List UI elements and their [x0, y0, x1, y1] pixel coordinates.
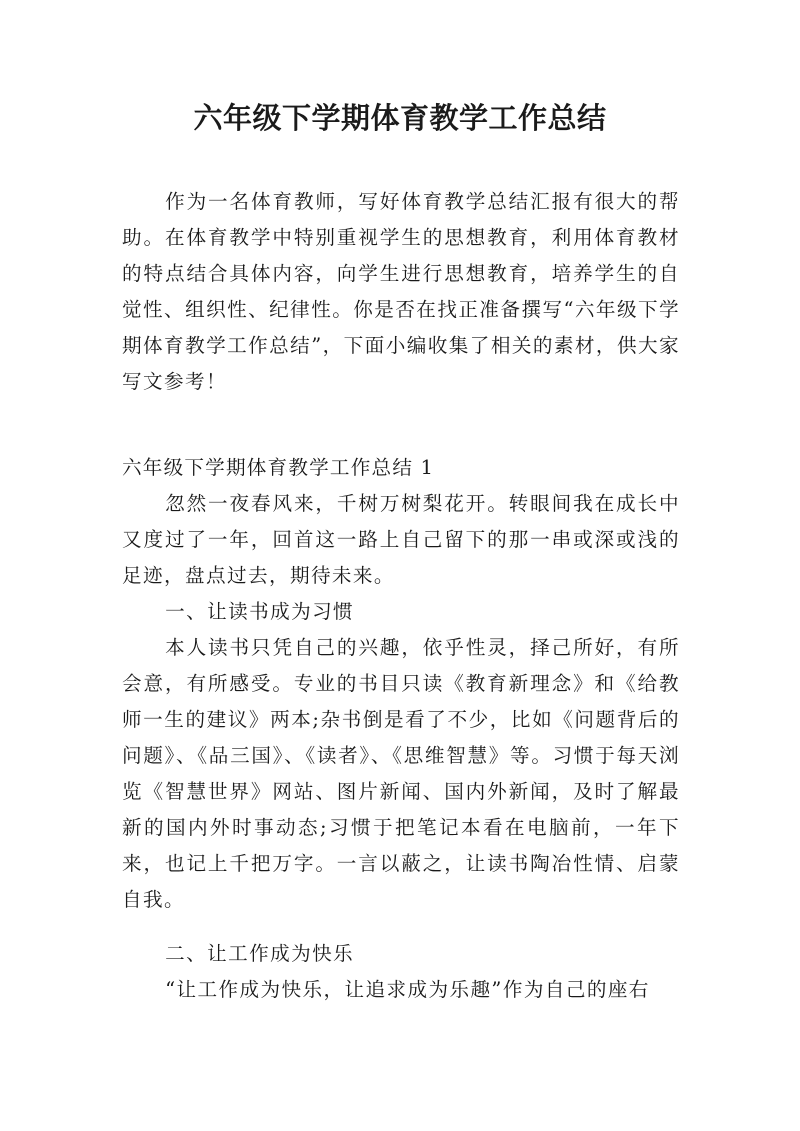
- heading-1: 一、让读书成为习惯: [165, 600, 355, 623]
- document-title: 六年级下学期体育教学工作总结: [193, 101, 607, 135]
- intro-paragraph: 作为一名体育教师，写好体育教学总结汇报有很大的帮助。在体育教学中特别重视学生的思想教育，利用体育教材的特点结合具体内容，向学生进行思想教育，培养学生的自觉性、组织性、纪律性。你是否在找正准备撰写“六年级下学期体育教学工作总结”，下面小编收集了相关的素材，供大家写文参考！: [122, 190, 680, 393]
- section-title: 六年级下学期体育教学工作总结 1: [122, 456, 435, 479]
- paragraph-2: 本人读书只凭自己的兴趣，依乎性灵，择己所好，有所会意，有所感受。专业的书目只读《教育新理念》和《给教师一生的建议》两本;杂书倒是看了不少，比如《问题背后的问题》、《品三国》、《读者》、《思维智慧》等。习惯于每天浏览《智慧世界》网站、图片新闻、国内外新闻，及时了解最新的国内外时事动态;习惯于把笔记本看在电脑前，一年下来，也记上千把万字。一言以蔽之，让读书陶冶性情、启蒙自我。: [122, 636, 680, 911]
- paragraph-3: “让工作成为快乐，让追求成为乐趣”作为自己的座右: [165, 978, 650, 1001]
- paragraph-1: 忽然一夜春风来，千树万树梨花开。转眼间我在成长中又度过了一年，回首这一路上自己留下的那一串或深或浅的足迹，盘点过去，期待未来。: [122, 492, 680, 587]
- heading-2: 二、让工作成为快乐: [165, 942, 355, 965]
